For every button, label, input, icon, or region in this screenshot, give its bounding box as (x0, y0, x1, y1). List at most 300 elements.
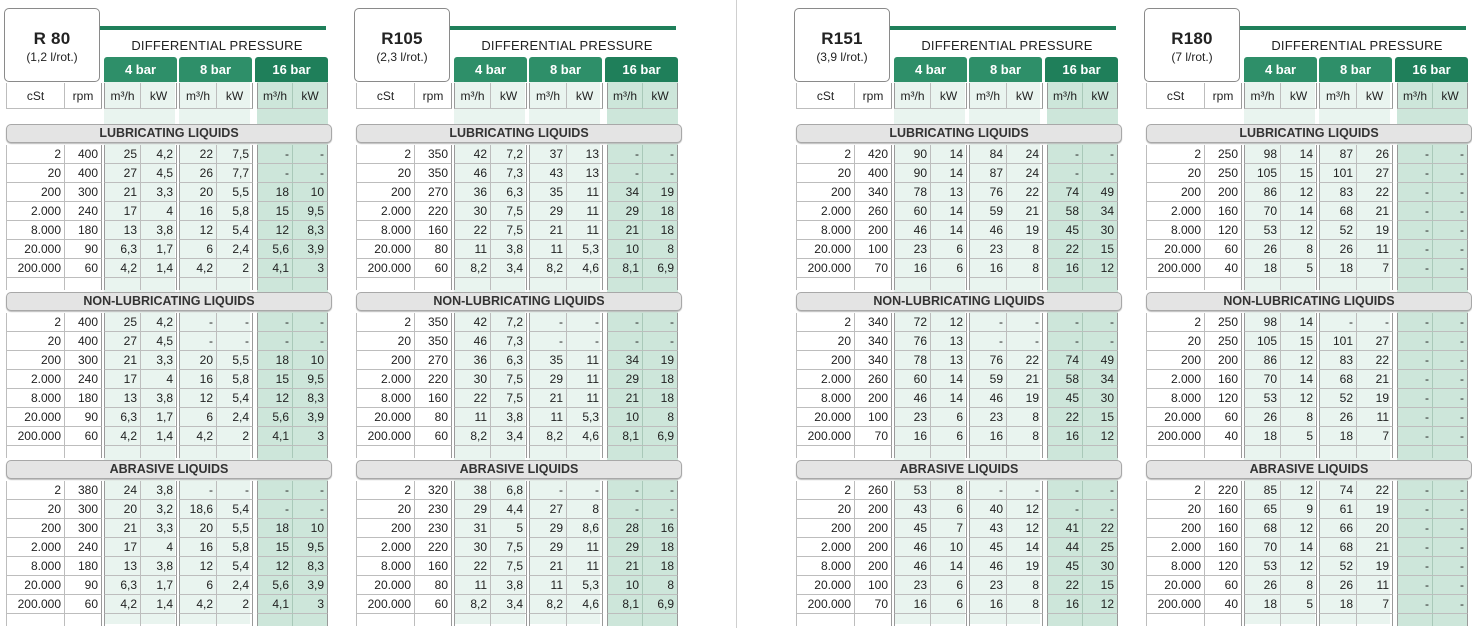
table-cell: 4 (141, 538, 177, 557)
table-cell: 49 (1083, 351, 1118, 370)
table-cell: 21 (529, 557, 567, 576)
table-row (1146, 427, 1468, 446)
table-cell: 200 (855, 500, 892, 519)
table-cell: - (1047, 164, 1083, 183)
table-cell: 31 (454, 519, 491, 538)
table-cell: 11 (529, 240, 567, 259)
table-cell: 8 (1007, 259, 1043, 278)
table-cell: 3,4 (491, 259, 527, 278)
table-cell: 78 (894, 183, 931, 202)
spacer-cell (643, 614, 678, 626)
section-header (796, 292, 1118, 310)
spacer-cell (1083, 278, 1118, 290)
table-cell: 300 (65, 351, 102, 370)
table-cell: 18 (643, 202, 678, 221)
table-cell: 90 (65, 240, 102, 259)
table-row (1146, 221, 1468, 240)
table-row (356, 370, 678, 389)
table-cell: - (607, 313, 643, 332)
table-cell: 86 (1244, 183, 1281, 202)
table-cell: 52 (1319, 557, 1357, 576)
table-cell: 58 (1047, 370, 1083, 389)
table-cell: 6 (931, 595, 967, 614)
table-cell: 105 (1244, 164, 1281, 183)
column-header: m³/h (607, 83, 643, 109)
table-cell: 200 (1205, 183, 1242, 202)
table-cell: 4,2 (104, 427, 141, 446)
table-cell: 40 (1205, 259, 1242, 278)
spacer-cell (931, 446, 967, 458)
table-cell: 14 (1281, 538, 1317, 557)
table-row (796, 519, 1118, 538)
table-cell: 26 (179, 164, 217, 183)
table-cell: 21 (1007, 202, 1043, 221)
spacer-cell (6, 278, 65, 290)
spacer-cell (1281, 446, 1317, 458)
table-cell: 10 (607, 408, 643, 427)
spacer-cell (855, 278, 892, 290)
table-cell: 85 (1244, 481, 1281, 500)
table-cell: 20 (356, 332, 415, 351)
table-cell: 300 (65, 519, 102, 538)
table-cell: 160 (415, 221, 452, 240)
table-spacer (356, 446, 678, 458)
table-cell: 200 (1146, 183, 1205, 202)
table-cell: 200 (855, 389, 892, 408)
table-cell: 7,2 (491, 313, 527, 332)
spacer-cell (356, 614, 415, 626)
spacer-cell (1319, 446, 1357, 458)
table-row (6, 202, 328, 221)
table-cell: 20 (796, 332, 855, 351)
table-cell: 22 (179, 145, 217, 164)
pressure-header-16bar: 16 bar (605, 57, 678, 82)
table-cell: 18 (643, 221, 678, 240)
spacer-cell (1205, 614, 1242, 626)
table-cell: 8.000 (796, 221, 855, 240)
spacer-cell (1244, 446, 1281, 458)
table-cell: 18 (643, 557, 678, 576)
table-cell: - (1433, 408, 1468, 427)
table-cell: 11 (529, 576, 567, 595)
table-cell: 200.000 (6, 427, 65, 446)
table-cell: 19 (1357, 557, 1393, 576)
model-box (794, 8, 890, 82)
table-cell: 20 (796, 164, 855, 183)
table-cell: 11 (567, 389, 603, 408)
spacer-cell (931, 278, 967, 290)
table-cell: 16 (643, 519, 678, 538)
table-row (356, 332, 678, 351)
table-cell: 45 (1047, 221, 1083, 240)
table-cell: 60 (65, 259, 102, 278)
table-cell: - (567, 313, 603, 332)
table-cell: 30 (454, 202, 491, 221)
table-cell: 7,5 (491, 557, 527, 576)
table-cell: 4,6 (567, 595, 603, 614)
column-header: kW (1281, 83, 1317, 109)
table-cell: 11 (567, 202, 603, 221)
table-cell: 3,8 (141, 221, 177, 240)
table-cell: 74 (1047, 351, 1083, 370)
table-cell: 12 (1281, 351, 1317, 370)
table-cell: - (1083, 481, 1118, 500)
table-cell: 23 (894, 576, 931, 595)
table-cell: 11 (567, 183, 603, 202)
table-cell: 8.000 (1146, 557, 1205, 576)
table-cell: 16 (894, 259, 931, 278)
table-cell: 21 (1007, 370, 1043, 389)
spacer-cell (969, 614, 1007, 626)
table-cell: - (1397, 313, 1433, 332)
table-cell: 250 (1205, 332, 1242, 351)
spacer-cell (415, 614, 452, 626)
table-row (796, 202, 1118, 221)
table-cell: 11 (1357, 240, 1393, 259)
table-cell: 340 (855, 332, 892, 351)
table-cell: 17 (104, 202, 141, 221)
pressure-header-16bar: 16 bar (1045, 57, 1118, 82)
table-cell: 340 (855, 351, 892, 370)
table-cell: 60 (65, 595, 102, 614)
spacer-cell (643, 446, 678, 458)
table-row (6, 427, 328, 446)
spacer-cell (894, 614, 931, 626)
spacer-cell (969, 446, 1007, 458)
table-cell: 2 (1146, 145, 1205, 164)
table-cell: 8,3 (293, 221, 328, 240)
table-row (796, 313, 1118, 332)
table-cell: - (1397, 145, 1433, 164)
table-cell: 5,6 (257, 576, 293, 595)
table-cell: 7,2 (491, 145, 527, 164)
table-cell: 19 (1357, 389, 1393, 408)
table-cell: 21 (1357, 538, 1393, 557)
table-cell: 8,3 (293, 389, 328, 408)
table-cell: 20.000 (356, 240, 415, 259)
table-row (1146, 576, 1468, 595)
spacer-cell (1281, 614, 1317, 626)
column-header: rpm (65, 83, 102, 109)
table-cell: 87 (1319, 145, 1357, 164)
spacer-cell (293, 614, 328, 626)
spacer-cell (415, 446, 452, 458)
table-cell: - (607, 164, 643, 183)
spacer-cell (931, 614, 967, 626)
table-cell: 8 (1281, 240, 1317, 259)
column-header: m³/h (1047, 83, 1083, 109)
table-cell: 1,4 (141, 595, 177, 614)
table-cell: - (217, 313, 253, 332)
table-cell: 20 (104, 500, 141, 519)
table-cell: - (1047, 313, 1083, 332)
table-cell: 21 (529, 389, 567, 408)
spacer-cell (1397, 446, 1433, 458)
section-header (6, 124, 328, 142)
table-cell: 66 (1319, 519, 1357, 538)
spacer-cell (643, 278, 678, 290)
table-cell: 3,3 (141, 519, 177, 538)
table-cell: 18 (1319, 595, 1357, 614)
table-row (356, 221, 678, 240)
table-cell: 20.000 (356, 408, 415, 427)
spacer-cell (1007, 446, 1043, 458)
table-cell: 20 (1357, 519, 1393, 538)
table-cell: 2 (356, 313, 415, 332)
pressure-header-4bar: 4 bar (894, 57, 967, 82)
table-cell: - (1433, 389, 1468, 408)
table-cell: 2 (217, 427, 253, 446)
table-cell: 20.000 (796, 576, 855, 595)
table-cell: 23 (969, 408, 1007, 427)
table-cell: 70 (1244, 202, 1281, 221)
table-cell: 160 (1205, 202, 1242, 221)
table-cell: 8 (643, 240, 678, 259)
spacer-cell (1357, 614, 1393, 626)
model-capacity: (2,3 l/rot.) (376, 50, 428, 64)
table-cell: 12 (1281, 389, 1317, 408)
table-cell: 400 (65, 332, 102, 351)
table-cell: 2.000 (356, 370, 415, 389)
table-cell: 400 (65, 164, 102, 183)
table-cell: - (1397, 595, 1433, 614)
spacer-cell (1007, 614, 1043, 626)
table-cell: 11 (567, 557, 603, 576)
table-row (796, 500, 1118, 519)
spacer-cell (607, 446, 643, 458)
table-cell: - (257, 332, 293, 351)
table-cell: 27 (104, 332, 141, 351)
table-row (796, 595, 1118, 614)
table-cell: 2,4 (217, 576, 253, 595)
table-spacer (1146, 446, 1468, 458)
table-cell: 9,5 (293, 538, 328, 557)
table-cell: 86 (1244, 351, 1281, 370)
section-title: LUBRICATING LIQUIDS (6, 124, 332, 143)
table-cell: 3 (293, 595, 328, 614)
table-cell: - (1433, 427, 1468, 446)
table-cell: 27 (104, 164, 141, 183)
spacer-cell (529, 614, 567, 626)
section-header (6, 292, 328, 310)
table-cell: 53 (1244, 557, 1281, 576)
section-title: NON-LUBRICATING LIQUIDS (356, 292, 682, 311)
table-cell: 12 (1281, 183, 1317, 202)
table-cell: 11 (454, 576, 491, 595)
table-cell: 230 (415, 500, 452, 519)
table-cell: - (529, 332, 567, 351)
table-cell: 30 (1083, 389, 1118, 408)
table-cell: 30 (1083, 221, 1118, 240)
model-name: R180 (1171, 29, 1213, 48)
table-cell: 160 (1205, 500, 1242, 519)
table-cell: 34 (607, 351, 643, 370)
table-cell: 45 (969, 538, 1007, 557)
spacer-cell (217, 278, 253, 290)
table-cell: - (1397, 351, 1433, 370)
table-cell: - (1433, 164, 1468, 183)
spacer-cell (65, 446, 102, 458)
table-cell: 7,3 (491, 332, 527, 351)
table-cell: 4,2 (104, 595, 141, 614)
table-cell: 68 (1244, 519, 1281, 538)
table-cell: 16 (1047, 427, 1083, 446)
table-cell: 43 (969, 519, 1007, 538)
table-cell: 16 (179, 538, 217, 557)
table-cell: 101 (1319, 164, 1357, 183)
table-cell: 4,6 (567, 259, 603, 278)
pressure-header-8bar: 8 bar (529, 57, 602, 82)
table-cell: 6 (179, 240, 217, 259)
table-cell: 9,5 (293, 202, 328, 221)
table-cell: 6,9 (643, 595, 678, 614)
pressure-header-16bar: 16 bar (255, 57, 328, 82)
table-cell: 250 (1205, 145, 1242, 164)
table-cell: 59 (969, 370, 1007, 389)
table-cell: 14 (1281, 313, 1317, 332)
table-cell: 8,2 (454, 427, 491, 446)
table-cell: 11 (567, 538, 603, 557)
table-cell: 2,4 (217, 240, 253, 259)
table-cell: - (1433, 202, 1468, 221)
column-header: kW (293, 83, 328, 109)
table-cell: 200.000 (356, 427, 415, 446)
table-cell: 100 (855, 576, 892, 595)
section-header (356, 124, 678, 142)
table-cell: 12 (1083, 595, 1118, 614)
table-cell: 11 (1357, 408, 1393, 427)
table-cell: 8.000 (6, 221, 65, 240)
table-cell: - (1083, 313, 1118, 332)
table-cell: 20.000 (6, 408, 65, 427)
table-cell: 15 (257, 202, 293, 221)
table-cell: 6,3 (104, 240, 141, 259)
table-spacer (356, 278, 678, 290)
table-row (6, 481, 328, 500)
table-cell: 46 (894, 538, 931, 557)
table-cell: 26 (1319, 576, 1357, 595)
table-cell: - (1397, 538, 1433, 557)
table-cell: 160 (1205, 519, 1242, 538)
spacer-cell (65, 614, 102, 626)
table-cell: - (1433, 519, 1468, 538)
column-header: kW (643, 83, 678, 109)
table-cell: 13 (931, 183, 967, 202)
column-header: kW (1357, 83, 1393, 109)
table-cell: 46 (454, 332, 491, 351)
table-cell: 37 (529, 145, 567, 164)
table-cell: 7,5 (491, 221, 527, 240)
table-cell: 30 (454, 370, 491, 389)
table-cell: 220 (1205, 481, 1242, 500)
table-row (6, 576, 328, 595)
table-cell: - (1433, 145, 1468, 164)
table-cell: 8,6 (567, 519, 603, 538)
table-row (1146, 313, 1468, 332)
pump-panel-0 (4, 8, 330, 624)
table-cell: 220 (415, 370, 452, 389)
table-cell: 68 (1319, 370, 1357, 389)
column-header: m³/h (104, 83, 141, 109)
table-cell: 7,5 (217, 145, 253, 164)
table-cell: 200 (6, 351, 65, 370)
spacer-cell (529, 446, 567, 458)
table-cell: 6,9 (643, 427, 678, 446)
spacer-cell (1433, 278, 1468, 290)
table-cell: 20.000 (356, 576, 415, 595)
spacer-cell (1146, 278, 1205, 290)
column-header: m³/h (179, 83, 217, 109)
table-cell: - (1433, 481, 1468, 500)
table-cell: 43 (894, 500, 931, 519)
spacer-cell (1047, 614, 1083, 626)
table-cell: 72 (894, 313, 931, 332)
table-cell: 8,2 (529, 427, 567, 446)
table-cell: 1,7 (141, 576, 177, 595)
table-cell: 18 (257, 351, 293, 370)
table-row (796, 332, 1118, 351)
spacer-cell (607, 278, 643, 290)
table-cell: 13 (567, 164, 603, 183)
table-cell: 8,2 (529, 595, 567, 614)
table-cell: 52 (1319, 389, 1357, 408)
table-cell: 160 (415, 557, 452, 576)
table-row (356, 481, 678, 500)
spacer-cell (855, 446, 892, 458)
column-header-row (356, 83, 678, 102)
table-cell: 29 (529, 370, 567, 389)
section-header (356, 460, 678, 478)
table-cell: - (293, 313, 328, 332)
table-row (1146, 351, 1468, 370)
table-cell: 42 (454, 313, 491, 332)
table-cell: 2 (796, 313, 855, 332)
spacer-cell (257, 614, 293, 626)
spacer-cell (217, 446, 253, 458)
table-row (1146, 481, 1468, 500)
table-cell: 12 (1281, 557, 1317, 576)
spacer-cell (1319, 278, 1357, 290)
table-cell: 240 (65, 202, 102, 221)
spacer-cell (894, 278, 931, 290)
table-cell: - (179, 481, 217, 500)
table-cell: 2.000 (796, 538, 855, 557)
table-cell: 60 (894, 370, 931, 389)
spacer-cell (104, 614, 141, 626)
table-cell: 8.000 (1146, 389, 1205, 408)
table-cell: 230 (415, 519, 452, 538)
table-cell: 4,1 (257, 427, 293, 446)
table-cell: 70 (855, 595, 892, 614)
table-cell: 44 (1047, 538, 1083, 557)
section-title: LUBRICATING LIQUIDS (796, 124, 1122, 143)
table-cell: 59 (969, 202, 1007, 221)
table-cell: 12 (257, 557, 293, 576)
table-cell: 29 (529, 519, 567, 538)
table-cell: - (293, 145, 328, 164)
table-cell: 2.000 (6, 202, 65, 221)
table-cell: 200.000 (796, 259, 855, 278)
spacer-cell (1244, 278, 1281, 290)
table-cell: - (1007, 332, 1043, 351)
table-cell: 16 (1047, 595, 1083, 614)
table-cell: 35 (529, 183, 567, 202)
table-row (356, 408, 678, 427)
spacer-cell (1281, 278, 1317, 290)
table-cell: 220 (415, 538, 452, 557)
table-cell: 18 (257, 183, 293, 202)
table-cell: 8 (1007, 427, 1043, 446)
